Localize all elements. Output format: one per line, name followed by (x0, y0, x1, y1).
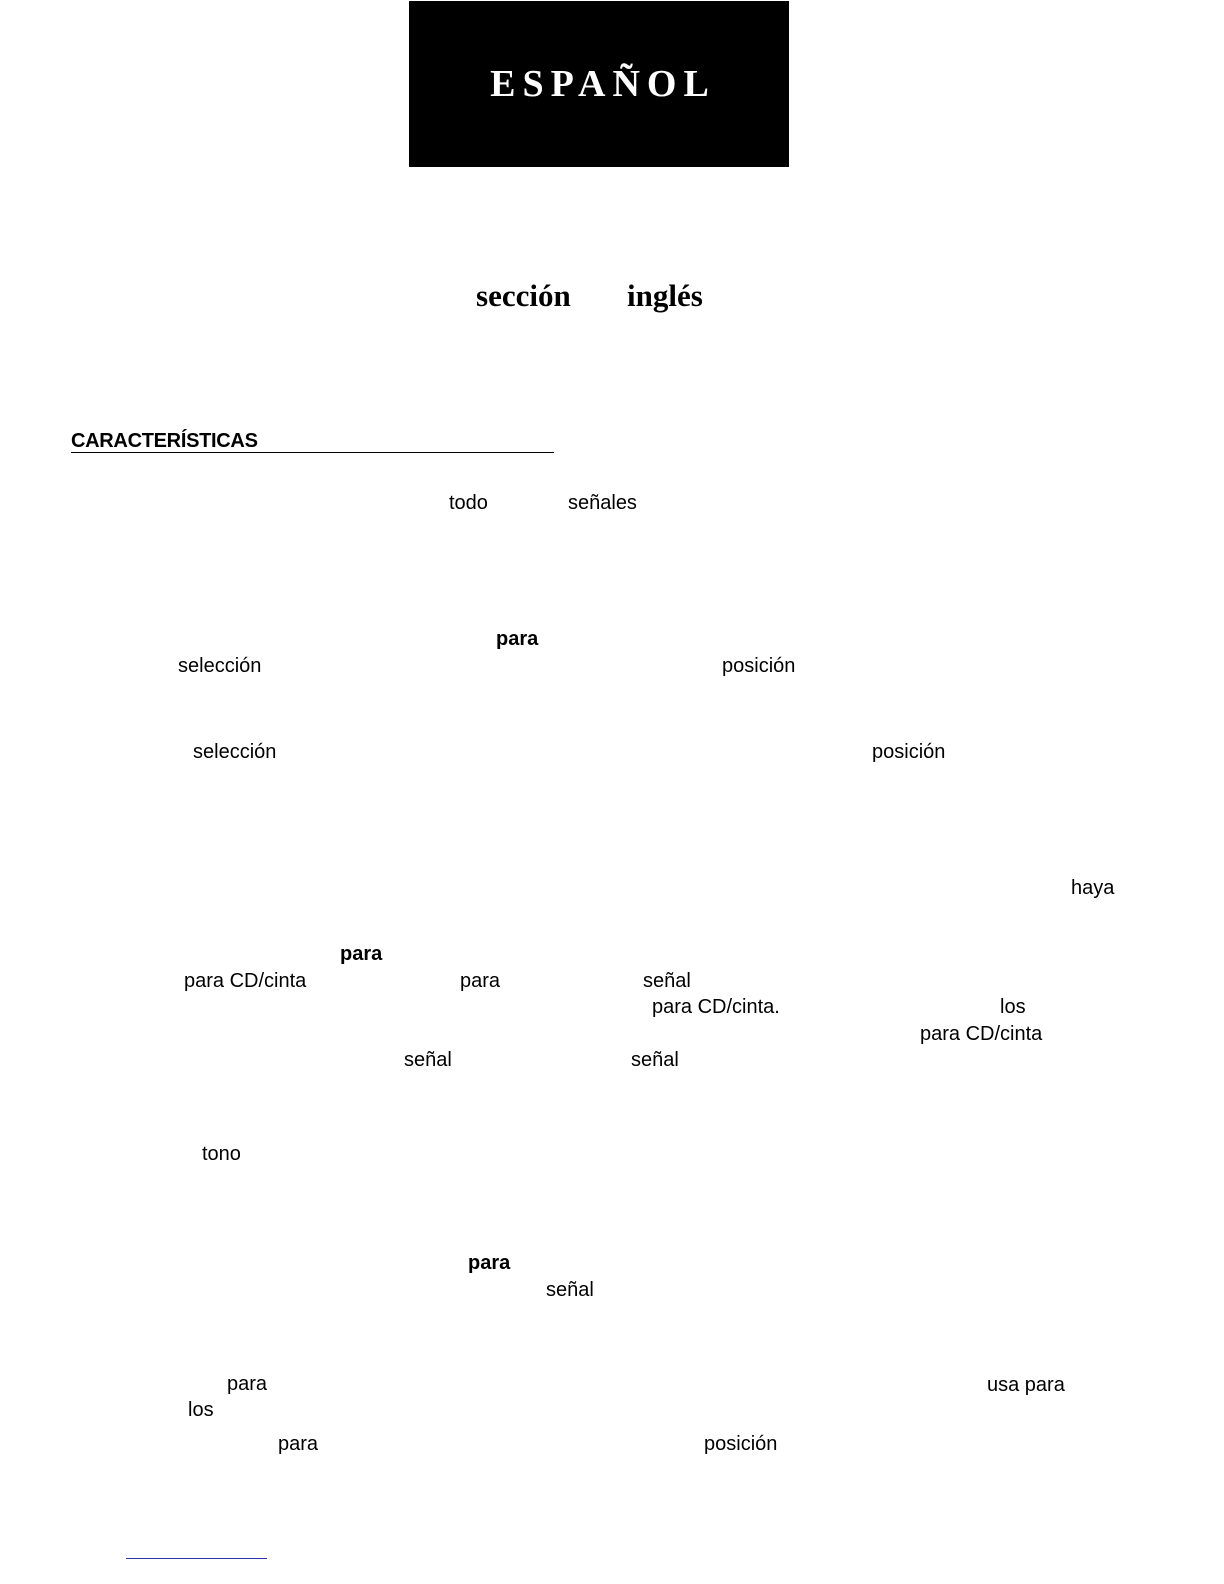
text-fragment-bold: para (496, 628, 539, 650)
text-fragment: señal (546, 1279, 594, 1301)
text-fragment-bold: para (468, 1252, 511, 1274)
banner-title: ESPAÑOL (490, 63, 716, 105)
text-fragment: usa para (987, 1374, 1065, 1396)
footnote-rule (126, 1558, 267, 1559)
section-heading-rule (71, 452, 554, 453)
text-fragment: selección (178, 655, 262, 677)
text-fragment: haya (1071, 877, 1115, 899)
text-fragment: posición (722, 655, 796, 677)
language-banner (409, 1, 789, 167)
intro-word-ingles: inglés (627, 278, 703, 313)
text-fragment: para (278, 1433, 319, 1455)
text-fragment: tono (202, 1143, 241, 1165)
text-fragment: señal (643, 970, 691, 992)
text-fragment: para CD/cinta (920, 1023, 1043, 1045)
text-fragment: selección (193, 741, 277, 763)
text-fragment: para (227, 1373, 268, 1395)
text-fragment: los (188, 1399, 214, 1421)
text-fragment: todo (449, 492, 488, 514)
text-fragment-bold: para (340, 943, 383, 965)
intro-word-seccion: sección (476, 278, 571, 313)
text-fragment: señales (568, 492, 637, 514)
text-fragment: posición (704, 1433, 778, 1455)
text-fragment: señal (631, 1049, 679, 1071)
text-fragment: señal (404, 1049, 452, 1071)
text-fragment: los (1000, 996, 1026, 1018)
text-fragment: para (460, 970, 501, 992)
text-fragment: para CD/cinta (184, 970, 307, 992)
text-fragment: para CD/cinta. (652, 996, 780, 1018)
section-heading: CARACTERÍSTICAS (71, 430, 258, 452)
text-fragment: posición (872, 741, 946, 763)
